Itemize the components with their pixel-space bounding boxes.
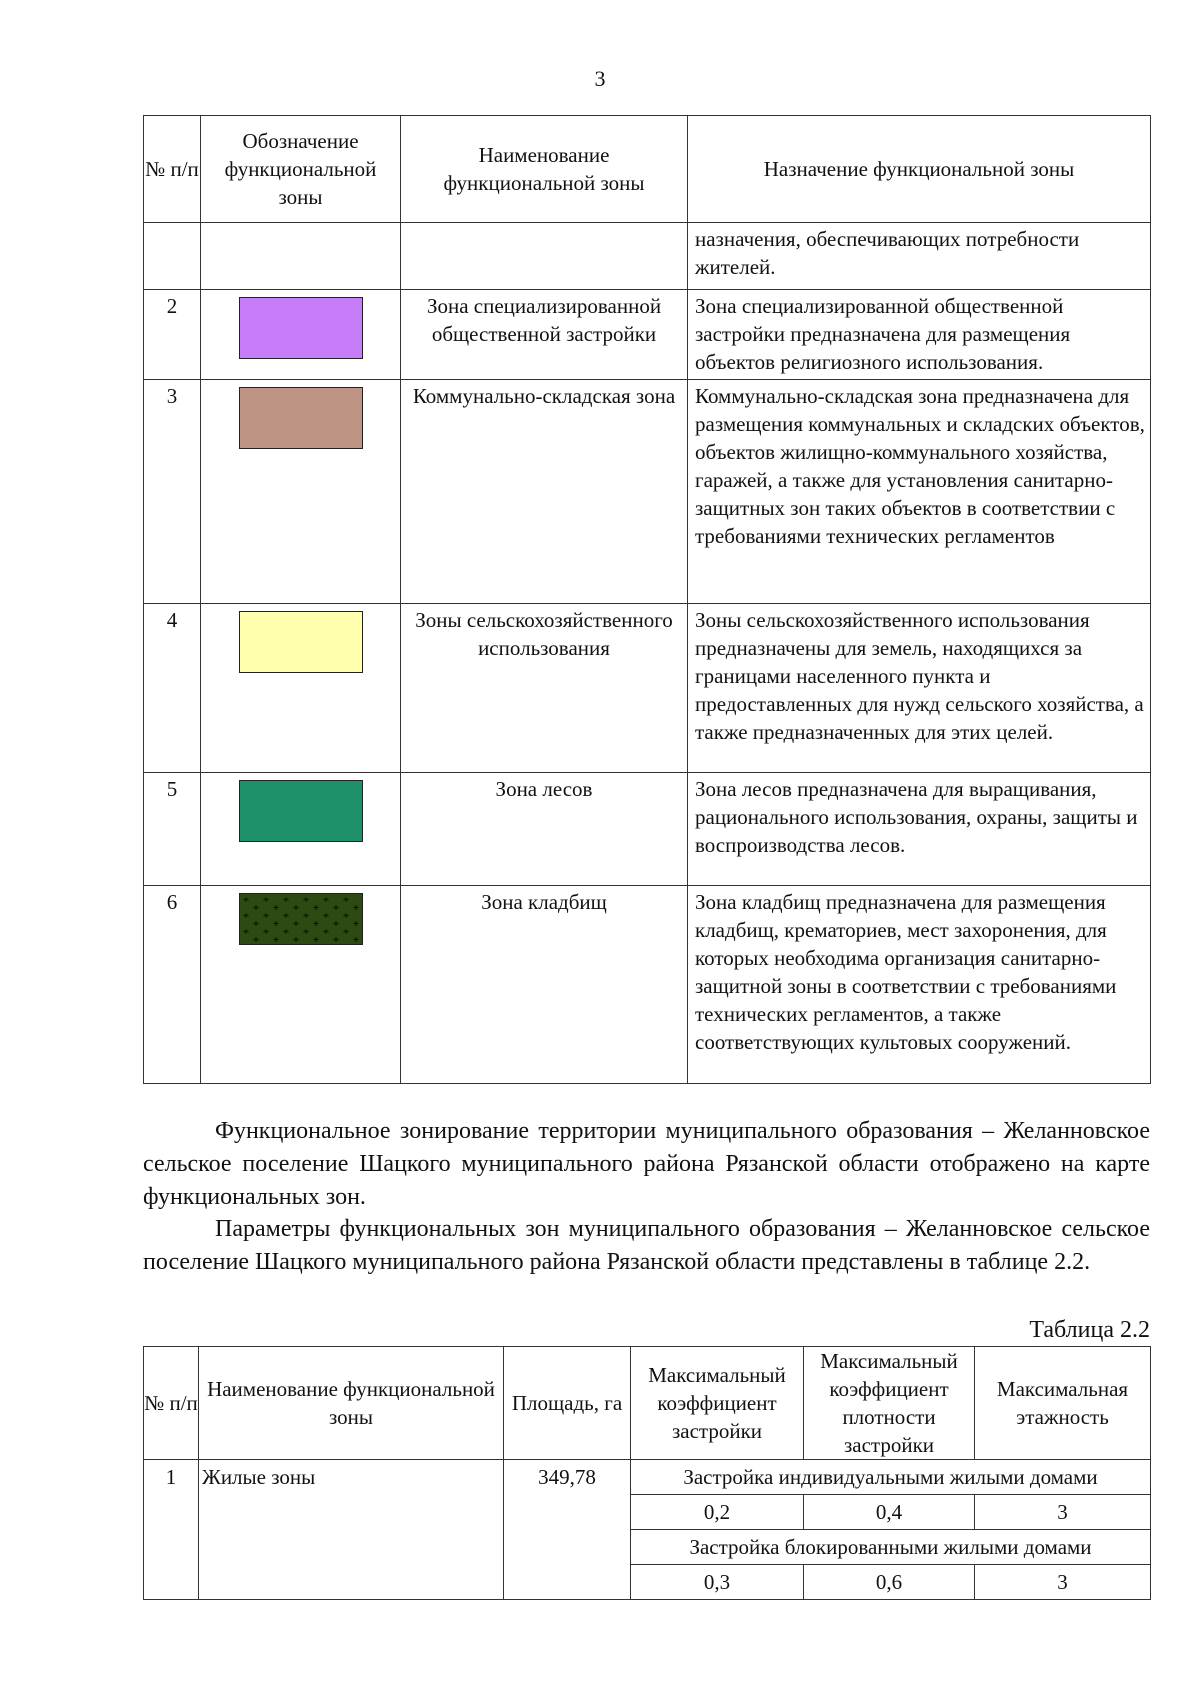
- cell-name: Зона кладбищ: [401, 886, 688, 1084]
- cell-name: Зона специализированной общественной застройки: [401, 290, 688, 380]
- cell-purpose: Зона кладбищ предназначена для размещения кладбищ, крематориев, мест захоронения, для которых необходима организация санитарно-защитной зоны в соответствии с требованиями технических регламентов, а также соответствующих культовых сооружений.: [688, 886, 1151, 1084]
- table-row: [144, 290, 1151, 380]
- cell-symbol: [201, 380, 401, 604]
- cell-purpose: Зона лесов предназначена для выращивания, рационального использования, охраны, защиты и воспроизводства лесов.: [688, 773, 1151, 886]
- cell-floors: 3: [975, 1565, 1151, 1600]
- cell-num: 3: [144, 380, 201, 604]
- header-floors: Максимальная этажность: [975, 1347, 1151, 1460]
- header-symbol: Обозначение функциональной зоны: [201, 116, 401, 223]
- paragraph-parameters: [143, 1213, 1150, 1279]
- subgroup-title: Застройка блокированными жилыми домами: [631, 1530, 1151, 1565]
- cell-purpose: Зона специализированной общественной застройки предназначена для размещения объектов религиозного использования.: [688, 290, 1151, 380]
- paragraph-text: Функциональное зонирование территории муниципального образования – Желанновское сельское поселение Шацкого муниципального района Рязанской области отображено на карте функциональных зон.: [143, 1118, 1150, 1210]
- cell-symbol: [201, 290, 401, 380]
- header-name: Наименование функциональной зоны: [401, 116, 688, 223]
- table-row: [144, 380, 1151, 604]
- cell-name: Зоны сельскохозяйственного использования: [401, 604, 688, 773]
- header-coef-density: Максимальный коэффициент плотности застройки: [804, 1347, 975, 1460]
- cell-symbol: [201, 886, 401, 1084]
- zone-color-swatch: [239, 611, 363, 673]
- cell-coef-build: 0,2: [631, 1495, 804, 1530]
- zone-color-swatch: [239, 780, 363, 842]
- paragraph-zoning: [143, 1115, 1150, 1214]
- subgroup-title: Застройка индивидуальными жилыми домами: [631, 1460, 1151, 1495]
- table-row: [144, 604, 1151, 773]
- cell-num: 6: [144, 886, 201, 1084]
- header-num: № п/п: [144, 1347, 199, 1460]
- zone-color-swatch: [239, 387, 363, 449]
- cell-floors: 3: [975, 1495, 1151, 1530]
- table-row: [144, 1460, 1151, 1495]
- header-purpose: Назначение функциональной зоны: [688, 116, 1151, 223]
- table-row: [144, 886, 1151, 1084]
- cell-coef-build: 0,3: [631, 1565, 804, 1600]
- cell-purpose: назначения, обеспечивающих потребности жителей.: [688, 223, 1151, 290]
- parameters-table: [143, 1346, 1151, 1600]
- zones-table: [143, 115, 1151, 1084]
- cell-num: [144, 223, 201, 290]
- cell-purpose: Зоны сельскохозяйственного использования предназначены для земель, находящихся за границами населенного пункта и предоставленных для нужд сельского хозяйства, а также предназначенных для этих целей.: [688, 604, 1151, 773]
- cell-num: 4: [144, 604, 201, 773]
- header-name: Наименование функциональной зоны: [199, 1347, 504, 1460]
- header-coef-build: Максимальный коэффициент застройки: [631, 1347, 804, 1460]
- header-area: Площадь, га: [504, 1347, 631, 1460]
- table-caption: Таблица 2.2: [1029, 1317, 1150, 1343]
- cell-num: 2: [144, 290, 201, 380]
- zones-table-header: [144, 116, 1151, 223]
- cross-pattern-icon: [240, 894, 362, 944]
- cell-symbol: [201, 604, 401, 773]
- cell-name: Коммунально-складская зона: [401, 380, 688, 604]
- cell-name: [401, 223, 688, 290]
- cell-area: 349,78: [504, 1460, 631, 1600]
- header-num: № п/п: [144, 116, 201, 223]
- cell-num: 5: [144, 773, 201, 886]
- cell-symbol: [201, 773, 401, 886]
- cell-purpose: Коммунально-складская зона предназначена для размещения коммунальных и складских объектов, объектов жилищно-коммунального хозяйства, гаражей, а также для установления санитарно-защитных зон таких объектов в соответствии с требованиями технических регламентов: [688, 380, 1151, 604]
- cell-symbol: [201, 223, 401, 290]
- table-row: [144, 773, 1151, 886]
- cell-name: Зона лесов: [401, 773, 688, 886]
- table-row: [144, 223, 1151, 290]
- page-number: 3: [594, 66, 606, 91]
- cemetery-pattern-swatch: [239, 893, 363, 945]
- zone-color-swatch: [239, 297, 363, 359]
- paragraph-text: Параметры функциональных зон муниципального образования – Желанновское сельское поселение Шацкого муниципального района Рязанской области представлены в таблице 2.2.: [143, 1216, 1150, 1275]
- parameters-table-header: [144, 1347, 1151, 1460]
- cell-name: Жилые зоны: [199, 1460, 504, 1600]
- cell-coef-density: 0,4: [804, 1495, 975, 1530]
- cell-coef-density: 0,6: [804, 1565, 975, 1600]
- cell-num: 1: [144, 1460, 199, 1600]
